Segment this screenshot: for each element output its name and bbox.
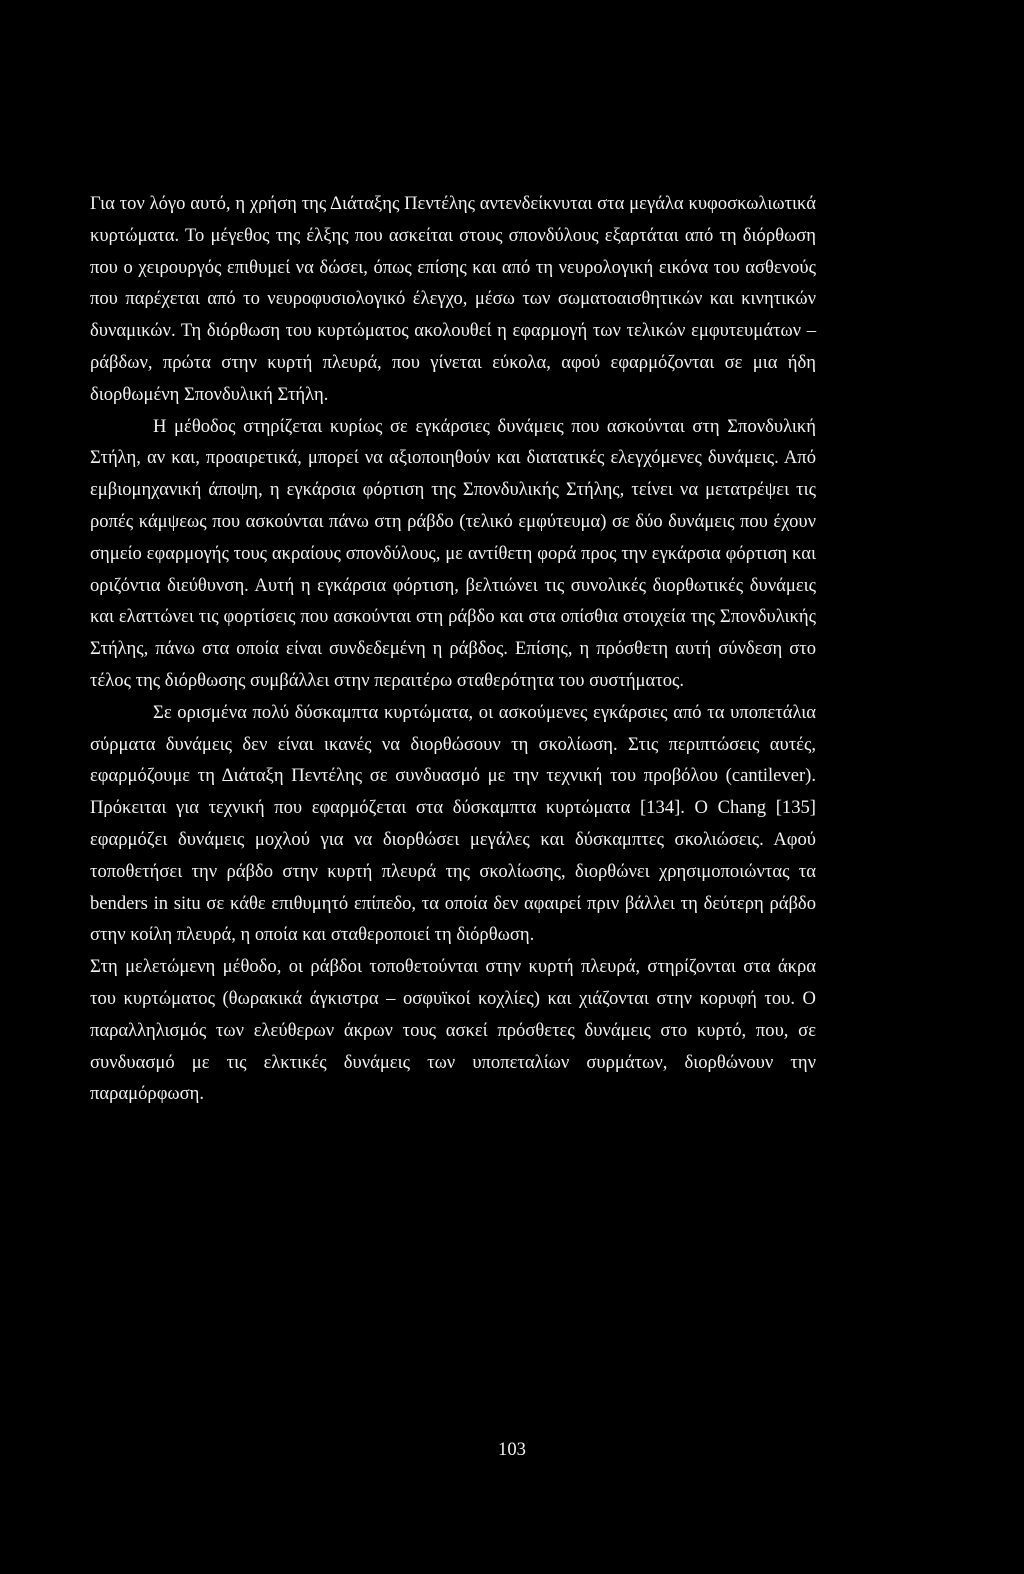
page-body — [90, 188, 816, 1110]
paragraph-2: Η μέθοδος στηρίζεται κυρίως σε εγκάρσιες δυνάμεις που ασκούνται στη Σπονδυλική Στήλη, αν και, προαιρετικά, μπορεί να αξιοποιηθούν και διατατικές ελεγχόμενες δυνάμεις. Από εμβιομηχανική άποψη, η εγκάρσια φόρτιση της Σπονδυλικής Στήλης, τείνει να μετατρέψει τις ροπές κάμψεως που ασκούνται πάνω στη ράβδο (τελικό εμφύτευμα) σε δύο δυνάμεις που έχουν σημείο εφαρμογής τους ακραίους σπονδύλους, με αντίθετη φορά προς την εγκάρσια φόρτιση και οριζόντια διεύθυνση. Αυτή η εγκάρσια φόρτιση, βελτιώνει τις συνολικές διορθωτικές δυνάμεις και ελαττώνει τις φορτίσεις που ασκούνται στη ράβδο και στα οπίσθια στοιχεία της Σπονδυλικής Στήλης, πάνω στα οποία είναι συνδεδεμένη η ράβδος. Επίσης, η πρόσθετη αυτή σύνδεση στο τέλος της διόρθωσης συμβάλλει στην περαιτέρω σταθερότητα του συστήματος. — [90, 415, 816, 691]
paragraph-4: Στη μελετώμενη μέθοδο, οι ράβδοι τοποθετούνται στην κυρτή πλευρά, στηρίζονται στα άκρα του κυρτώματος (θωρακικά άγκιστρα – οσφυϊκοί κοχλίες) και χιάζονται στην κορυφή του. Ο παραλληλισμός των ελεύθερων άκρων τους ασκεί πρόσθετες δυνάμεις στο κυρτό, που, σε συνδυασμό με τις ελκτικές δυνάμεις των υποπεταλίων συρμάτων, διορθώνουν την παραμόρφωση. — [90, 956, 816, 1105]
page-number: 103 — [498, 1439, 526, 1460]
paragraph-3: Σε ορισμένα πολύ δύσκαμπτα κυρτώματα, οι ασκούμενες εγκάρσιες από τα υποπετάλια σύρματα δυνάμεις δεν είναι ικανές να διορθώσουν τη σκολίωση. Στις περιπτώσεις αυτές, εφαρμόζουμε τη Διάταξη Πεντέλης σε συνδυασμό με την τεχνική του προβόλου (cantilever). Πρόκειται για τεχνική που εφαρμόζεται στα δύσκαμπτα κυρτώματα [134]. Ο Chang [135] εφαρμόζει δυνάμεις μοχλού για να διορθώσει μεγάλες και δύσκαμπτες σκολιώσεις. Αφού τοποθετήσει την ράβδο στην κυρτή πλευρά της σκολίωσης, διορθώνει χρησιμοποιώντας τα benders in situ σε κάθε επιθυμητό επίπεδο, τα οποία δεν αφαιρεί πριν βάλλει τη δεύτερη ράβδο στην κοίλη πλευρά, η οποία και σταθεροποιεί τη διόρθωση. — [90, 701, 816, 946]
paragraph-1: Για τον λόγο αυτό, η χρήση της Διάταξης Πεντέλης αντενδείκνυται στα μεγάλα κυφοσκωλιωτικά κυρτώματα. Το μέγεθος της έλξης που ασκείται στους σπονδύλους εξαρτάται από τη διόρθωση που ο χειρουργός επιθυμεί να δώσει, όπως επίσης και από τη νευρολογική εικόνα του ασθενούς που παρέχεται από το νευροφυσιολογικό έλεγχο, μέσω των σωματοαισθητικών και κινητικών δυναμικών. Τη διόρθωση του κυρτώματος ακολουθεί η εφαρμογή των τελικών εμφυτευμάτων – ράβδων, πρώτα στην κυρτή πλευρά, που γίνεται εύκολα, αφού εφαρμόζονται σε μια ήδη διορθωμένη Σπονδυλική Στήλη. — [90, 193, 816, 405]
